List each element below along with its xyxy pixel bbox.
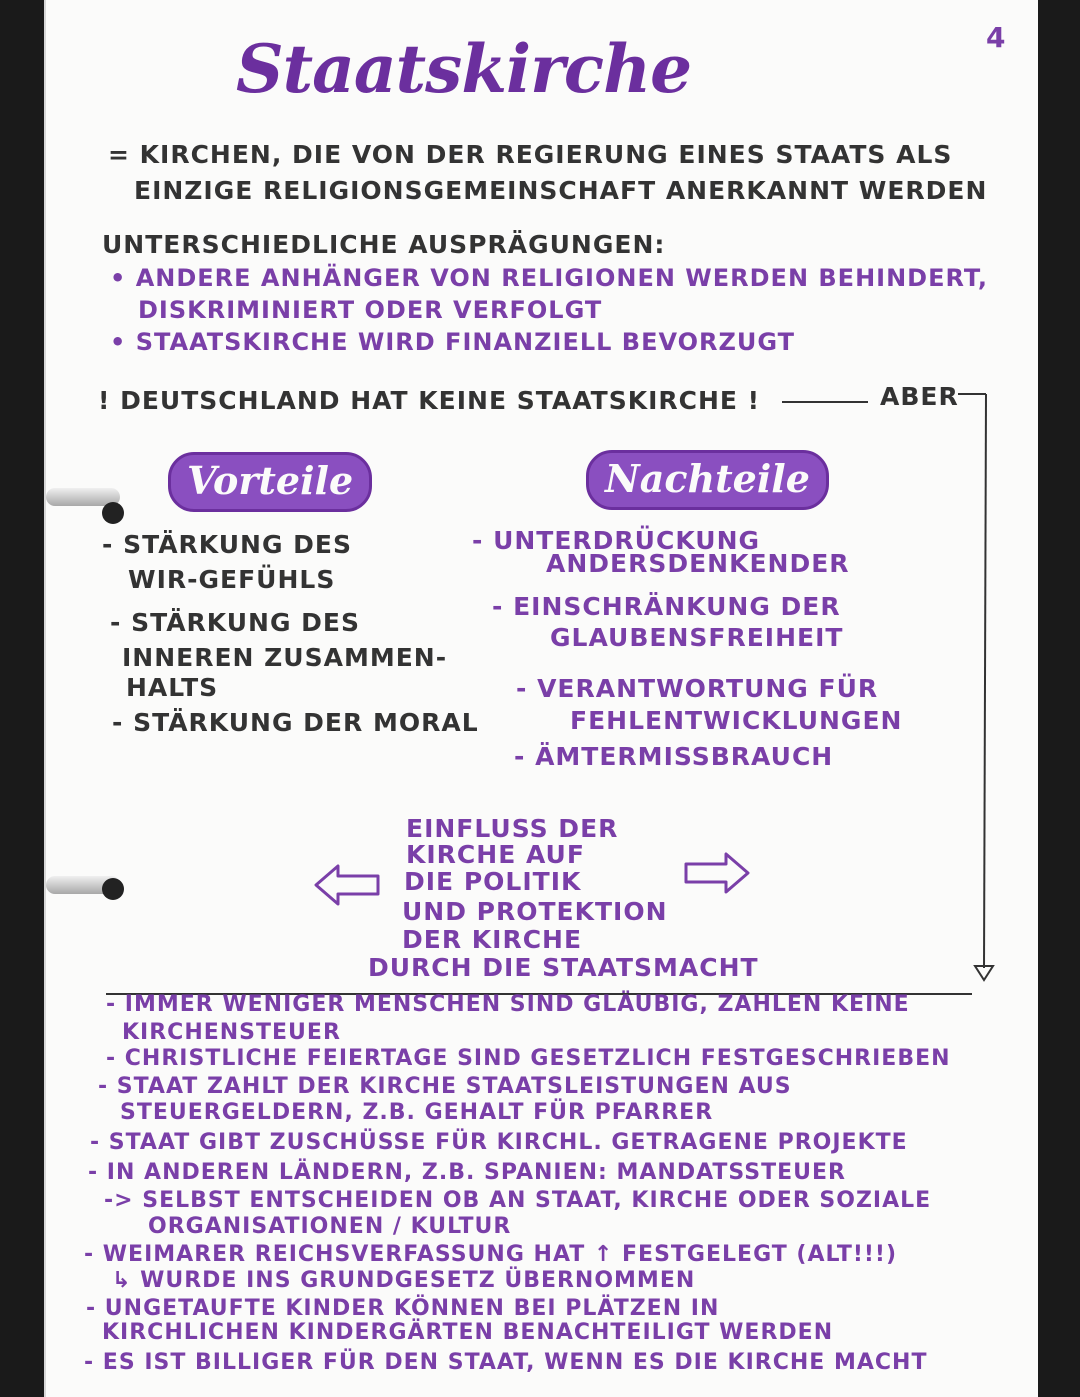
bottom-line-8: -> SELBST ENTSCHEIDEN OB AN STAAT, KIRCHE ODER SOZIALE [104, 1188, 932, 1213]
arrow-right-icon [680, 850, 752, 896]
center-line-5: DER KIRCHE [402, 925, 583, 954]
definition-line-1: = KIRCHEN, DIE VON DER REGIERUNG EINES STAATS ALS [108, 140, 953, 169]
bottom-line-4: - STAAT ZAHLT DER KIRCHE STAATSLEISTUNGEN AUS [98, 1074, 792, 1099]
nachteil-line-5: - VERANTWORTUNG FÜR [516, 674, 879, 703]
arrow-left-icon [312, 862, 384, 908]
nachteil-line-6: FEHLENTWICKLUNGEN [570, 706, 903, 735]
vorteil-line-2: WIR-GEFÜHLS [128, 565, 336, 594]
vorteile-label: Vorteile [168, 452, 372, 512]
bottom-line-6: - STAAT GIBT ZUSCHÜSSE FÜR KIRCHL. GETRAGENE PROJEKTE [90, 1130, 908, 1155]
center-line-4: UND PROTEKTION [402, 897, 668, 926]
vorteil-line-5: HALTS [126, 673, 219, 702]
nachteil-line-1: - UNTERDRÜCKUNG [472, 526, 761, 555]
page-title: Staatskirche [236, 30, 692, 108]
nachteile-label: Nachteile [586, 450, 829, 510]
vorteil-line-3: - STÄRKUNG DES [110, 608, 361, 637]
center-line-6: DURCH DIE STAATSMACHT [368, 953, 759, 982]
bottom-line-9: ORGANISATIONEN / KULTUR [148, 1214, 512, 1239]
bottom-line-10: - WEIMARER REICHSVERFASSUNG HAT ↑ FESTGELEGT (ALT!!!) [84, 1242, 898, 1267]
definition-line-2: EINZIGE RELIGIONSGEMEINSCHAFT ANERKANNT WERDEN [134, 176, 988, 205]
aber-label: ABER [880, 382, 959, 411]
notebook-page [44, 0, 1038, 1397]
center-line-2: KIRCHE AUF [406, 840, 585, 869]
nachteil-line-4: GLAUBENSFREIHEIT [550, 623, 844, 652]
nachteil-line-3: - EINSCHRÄNKUNG DER [492, 592, 841, 621]
vorteil-line-1: - STÄRKUNG DES [102, 530, 353, 559]
page-number: 4 [986, 21, 1007, 54]
auspraegung-item-2: • STAATSKIRCHE WIRD FINANZIELL BEVORZUGT [110, 328, 796, 356]
vorteil-line-6: - STÄRKUNG DER MORAL [112, 708, 479, 737]
nachteil-line-7: - ÄMTERMISSBRAUCH [514, 742, 834, 771]
auspraegung-item-1: • ANDERE ANHÄNGER VON RELIGIONEN WERDEN BEHINDERT, [110, 264, 988, 292]
center-line-1: EINFLUSS DER [406, 814, 619, 843]
nachteil-line-2: ANDERSDENKENDER [546, 549, 850, 578]
vorteil-line-4: INNEREN ZUSAMMEN- [122, 643, 448, 672]
deutschland-note: ! DEUTSCHLAND HAT KEINE STAATSKIRCHE ! [98, 386, 761, 415]
bottom-line-3: - CHRISTLICHE FEIERTAGE SIND GESETZLICH FESTGESCHRIEBEN [106, 1046, 951, 1071]
bottom-line-14: - ES IST BILLIGER FÜR DEN STAAT, WENN ES DIE KIRCHE MACHT [84, 1350, 928, 1375]
auspraegungen-heading: UNTERSCHIEDLICHE AUSPRÄGUNGEN: [102, 230, 666, 259]
auspraegung-item-1-cont: DISKRIMINIERT ODER VERFOLGT [138, 296, 603, 324]
bottom-line-13: KIRCHLICHEN KINDERGÄRTEN BENACHTEILIGT WERDEN [102, 1320, 834, 1345]
bottom-line-12: - UNGETAUFTE KINDER KÖNNEN BEI PLÄTZEN IN [86, 1296, 720, 1321]
center-line-3: DIE POLITIK [404, 867, 582, 896]
bottom-line-7: - IN ANDEREN LÄNDERN, Z.B. SPANIEN: MANDATSSTEUER [88, 1160, 846, 1185]
bottom-line-1: - IMMER WENIGER MENSCHEN SIND GLÄUBIG, ZAHLEN KEINE [106, 992, 910, 1017]
bottom-line-2: KIRCHENSTEUER [122, 1020, 341, 1045]
bottom-line-11: ↳ WURDE INS GRUNDGESETZ ÜBERNOMMEN [112, 1268, 696, 1293]
bottom-line-5: STEUERGELDERN, Z.B. GEHALT FÜR PFARRER [120, 1100, 714, 1125]
